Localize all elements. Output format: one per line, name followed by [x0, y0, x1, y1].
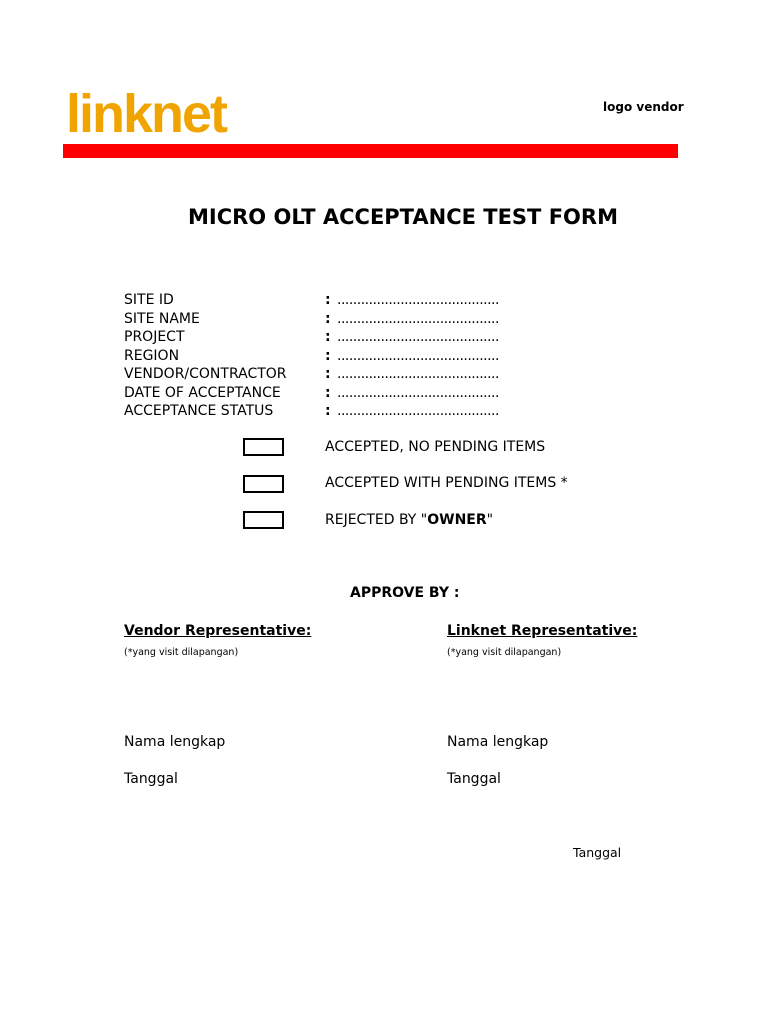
field-label: PROJECT	[124, 329, 185, 345]
approve-by-heading: APPROVE BY :	[350, 585, 460, 601]
field-colon: :	[325, 403, 331, 419]
rejected-prefix: REJECTED BY "	[325, 512, 428, 528]
field-label: SITE NAME	[124, 310, 200, 327]
accepted-with-pending-checkbox[interactable]	[243, 475, 284, 493]
field-colon: :	[325, 384, 331, 401]
field-label: VENDOR/CONTRACTOR	[124, 366, 287, 382]
footer-date-label: Tanggal	[573, 845, 622, 860]
field-colon: :	[325, 329, 331, 345]
accepted-with-pending-label: ACCEPTED WITH PENDING ITEMS *	[325, 475, 568, 491]
vendor-representative-title: Vendor Representative:	[124, 623, 312, 639]
rejected-by-owner-label	[325, 511, 493, 529]
vendor-representative-note: (*yang visit dilapangan)	[124, 647, 239, 658]
rejected-owner-text: OWNER	[427, 512, 487, 528]
field-label: DATE OF ACCEPTANCE	[124, 384, 281, 401]
linknet-name-label: Nama lengkap	[447, 734, 549, 750]
rejected-suffix: "	[486, 512, 494, 528]
field-colon: :	[325, 347, 331, 364]
vendor-date-label: Tanggal	[124, 771, 178, 787]
field-colon: :	[325, 292, 331, 308]
vendor-name-label: Nama lengkap	[124, 734, 226, 750]
logo-text: linknet	[66, 84, 227, 144]
form-title: MICRO OLT ACCEPTANCE TEST FORM	[188, 205, 618, 229]
field-value-placeholder: .........................................	[337, 384, 499, 401]
field-colon: :	[325, 310, 331, 327]
field-value-placeholder: .........................................	[337, 366, 499, 382]
field-value-placeholder: .........................................	[337, 292, 499, 308]
linknet-date-label: Tanggal	[447, 771, 501, 787]
field-value-placeholder: .........................................	[337, 347, 499, 364]
accepted-no-pending-label: ACCEPTED, NO PENDING ITEMS	[325, 439, 546, 455]
logo-vendor-placeholder: logo vendor	[603, 100, 684, 114]
linknet-representative-title: Linknet Representative:	[447, 623, 638, 639]
field-label: REGION	[124, 347, 180, 364]
field-colon: :	[325, 366, 331, 382]
linknet-representative-note: (*yang visit dilapangan)	[447, 647, 562, 658]
field-label: ACCEPTANCE STATUS	[124, 403, 274, 419]
field-label: SITE ID	[124, 292, 174, 308]
linknet-logo	[66, 84, 226, 144]
field-value-placeholder: .........................................	[337, 403, 499, 419]
header-red-bar	[63, 144, 678, 158]
rejected-by-owner-checkbox[interactable]	[243, 511, 284, 529]
accepted-no-pending-checkbox[interactable]	[243, 438, 284, 456]
field-value-placeholder: .........................................	[337, 329, 499, 345]
field-value-placeholder: .........................................	[337, 310, 499, 327]
